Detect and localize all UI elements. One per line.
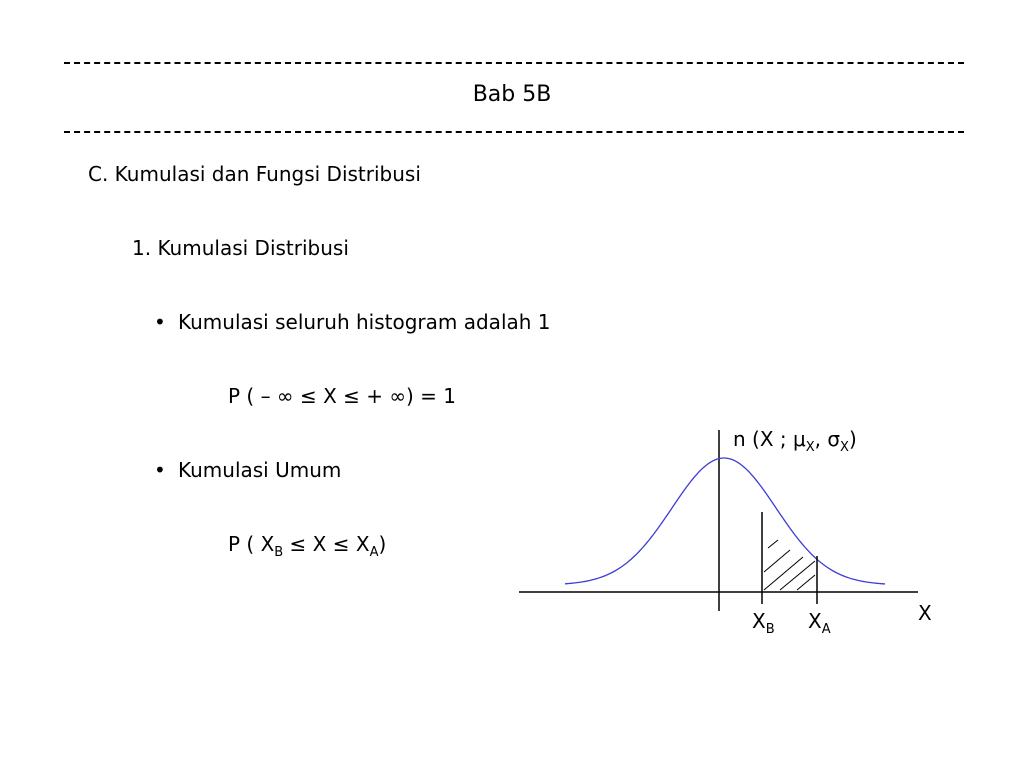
normal-curve xyxy=(565,458,885,584)
x-axis-label: X xyxy=(918,601,932,625)
subsection-heading: 1. Kumulasi Distribusi xyxy=(132,236,349,260)
slide-title: Bab 5B xyxy=(472,82,552,107)
function-label-part: n (X ; xyxy=(733,427,793,451)
formula-subscript-a: A xyxy=(369,545,379,560)
xa-label xyxy=(808,609,831,637)
xa-subscript: A xyxy=(821,622,831,637)
mu-subscript: X xyxy=(805,440,815,455)
formula-total-probability: P ( – ∞ ≤ X ≤ + ∞) = 1 xyxy=(228,384,457,408)
function-label-part: , xyxy=(814,427,828,451)
bullet-text: Kumulasi Umum xyxy=(178,458,342,482)
sigma-symbol: σ xyxy=(827,427,841,451)
function-label xyxy=(733,427,857,455)
bullet-glyph: • xyxy=(154,310,166,334)
function-label-part: ) xyxy=(848,427,857,451)
mu-symbol: μ xyxy=(793,427,806,451)
bullet-glyph: • xyxy=(154,458,166,482)
formula-subscript-b: B xyxy=(274,545,284,560)
bullet-text: Kumulasi seluruh histogram adalah 1 xyxy=(178,310,551,334)
xb-label xyxy=(752,609,775,637)
xa-label-text: X xyxy=(808,609,822,633)
xb-subscript: B xyxy=(765,622,775,637)
formula-part: ≤ X ≤ X xyxy=(283,532,370,556)
xb-label-text: X xyxy=(752,609,766,633)
sigma-subscript: X xyxy=(840,440,849,455)
shaded-area-hatching xyxy=(764,540,815,590)
section-heading: C. Kumulasi dan Fungsi Distribusi xyxy=(88,162,421,186)
formula-part: ) xyxy=(378,532,387,556)
formula-part: P ( X xyxy=(228,532,275,556)
